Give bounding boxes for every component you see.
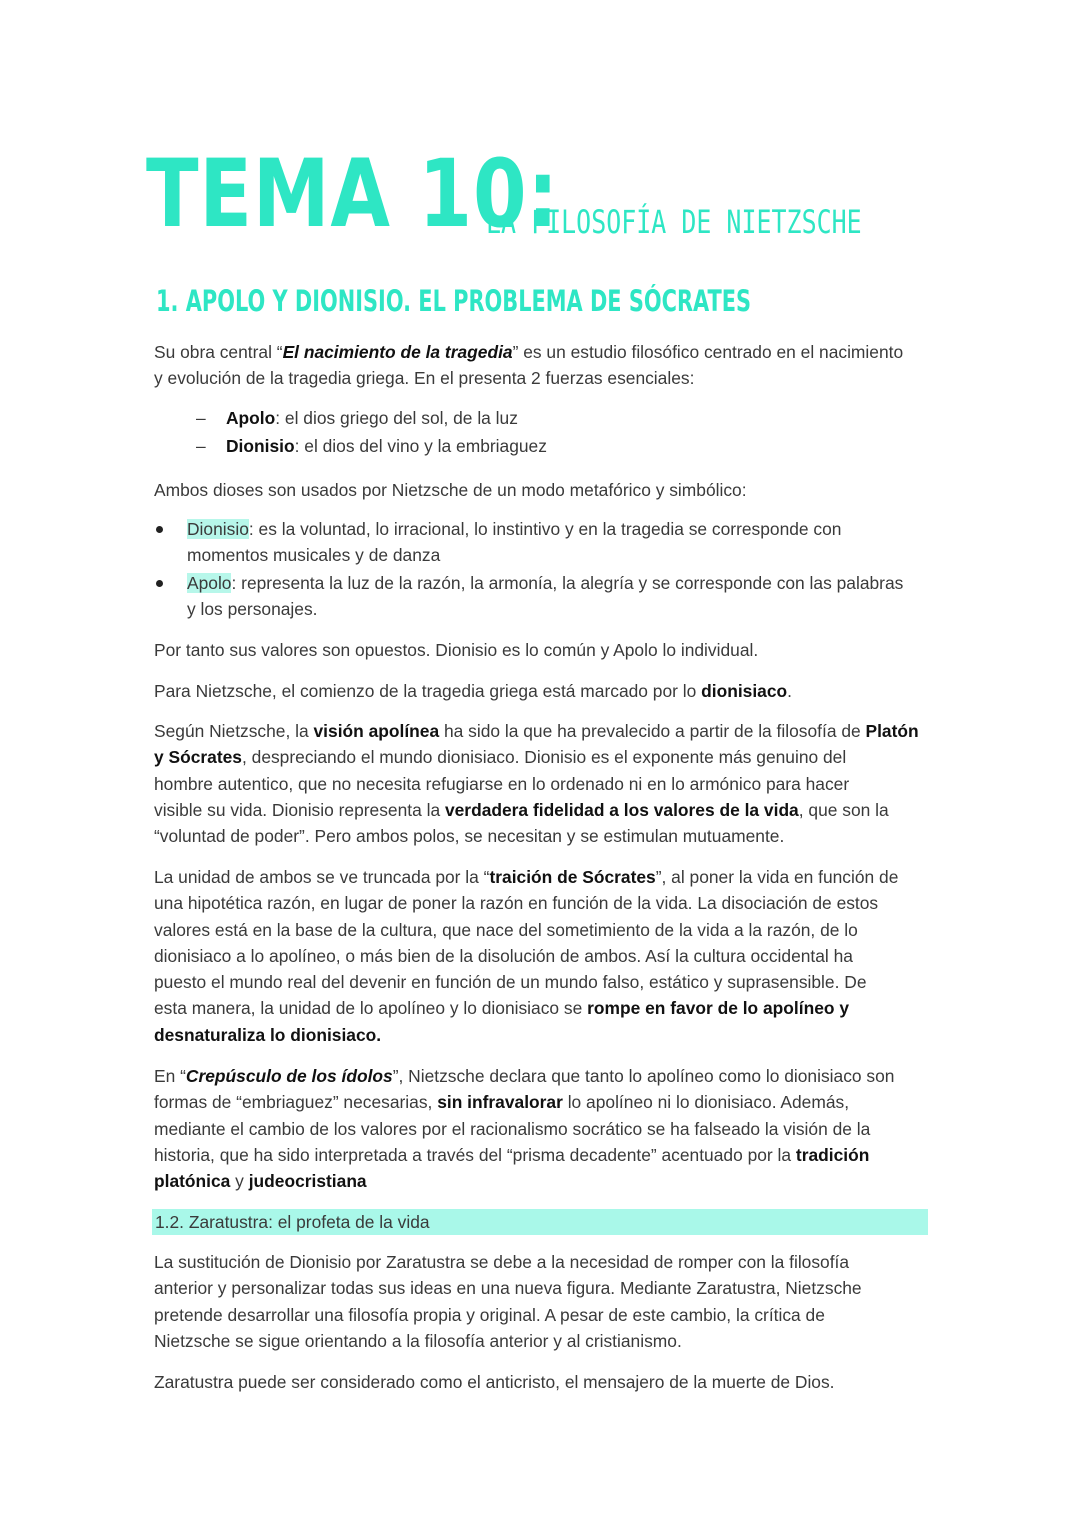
- comienzo-paragraph: Para Nietzsche, el comienzo de la tragedia griega está marcado por lo dionisiaco.: [154, 681, 792, 701]
- list-item: Dionisio: es la voluntad, lo irracional, lo instintivo y en la tragedia se corresponde con momentos musicales y de danza: [154, 516, 929, 569]
- ambos-paragraph: Ambos dioses son usados por Nietzsche de un modo metafórico y simbólico:: [154, 480, 747, 500]
- document-title: [146, 140, 862, 250]
- gods-bullet-list: [154, 516, 929, 622]
- highlight-term: Dionisio: [187, 519, 249, 539]
- anticristo-paragraph: Zaratustra puede ser considerado como el anticristo, el mensajero de la muerte de Dios.: [154, 1372, 835, 1392]
- list-item: Apolo: representa la luz de la razón, la armonía, la alegría y se corresponde con las palabras y los personajes.: [154, 570, 929, 623]
- list-item: – Dionisio: el dios del vino y la embriaguez: [196, 433, 547, 461]
- list-item: – Apolo: el dios griego del sol, de la luz: [196, 405, 547, 433]
- unidad-paragraph: La unidad de ambos se ve truncada por la “traición de Sócrates”, al poner la vida en función de una hipotética razón, en lugar de poner la razón en función de la vida. La disociación de estos valores está en la base de la cultura, que nace del sometimiento de la vida a la razón, de lo dionisiaco a lo apolíneo, o más bien de la disolución de ambos. Así la cultura occidental ha puesto el mundo real del devenir en función de un mundo falso, estático y suprasensible. De esta manera, la unidad de lo apolíneo y lo dionisiaco se rompe en favor de lo apolíneo y desnaturaliza lo dionisiaco.: [154, 867, 899, 1045]
- title-main: TEMA 10:: [146, 140, 560, 249]
- zaratustra-paragraph: La sustitución de Dionisio por Zaratustra se debe a la necesidad de romper con la filosofía anterior y personalizar todas sus ideas en una nueva figura. Mediante Zaratustra, Nietzsche pretende desarrollar una filosofía propia y original. A pesar de este cambio, la crítica de Nietzsche se sigue orientando a la filosofía anterior y al cristianismo.: [154, 1252, 862, 1351]
- vision-paragraph: Según Nietzsche, la visión apolínea ha sido la que ha prevalecido a partir de la filosofía de Platón y Sócrates, despreciando el mundo dionisiaco. Dionisio es el exponente más genuino del hombre autentico, que no necesita refugiarse en lo ordenado ni en lo armónico para hacer visible su vida. Dionisio representa la verdadera fidelidad a los valores de la vida, que son la “voluntad de poder”. Pero ambos polos, se necesitan y se estimulan mutuamente.: [154, 721, 919, 847]
- title-subtitle: LA FILOSOFÍA DE NIETZSCHE: [486, 203, 862, 241]
- subsection-heading: 1.2. Zaratustra: el profeta de la vida: [152, 1209, 928, 1235]
- intro-paragraph: Su obra central “El nacimiento de la tragedia” es un estudio filosófico centrado en el nacimiento y evolución de la tragedia griega. En el presenta 2 fuerzas esenciales:: [154, 342, 904, 389]
- work-title: Crepúsculo de los ídolos: [185, 1066, 393, 1086]
- crepusculo-paragraph: En “Crepúsculo de los ídolos”, Nietzsche declara que tanto lo apolíneo como lo dionisiaco son formas de “embriaguez” necesarias, sin infravalorar lo apolíneo ni lo dionisiaco. Además, mediante el cambio de los valores por el racionalismo socrático se ha falseado la visión de la historia, que ha sido interpretada a través del “prisma decadente” acentuado por la tradición platónica y judeocristiana: [154, 1066, 895, 1192]
- forces-list: [196, 405, 547, 460]
- highlight-term: Apolo: [187, 572, 232, 593]
- opuestos-paragraph: Por tanto sus valores son opuestos. Dionisio es lo común y Apolo lo individual.: [154, 640, 759, 660]
- work-title: El nacimiento de la tragedia: [282, 342, 513, 362]
- section-heading: 1. APOLO Y DIONISIO. EL PROBLEMA DE SÓCRATES: [156, 284, 752, 318]
